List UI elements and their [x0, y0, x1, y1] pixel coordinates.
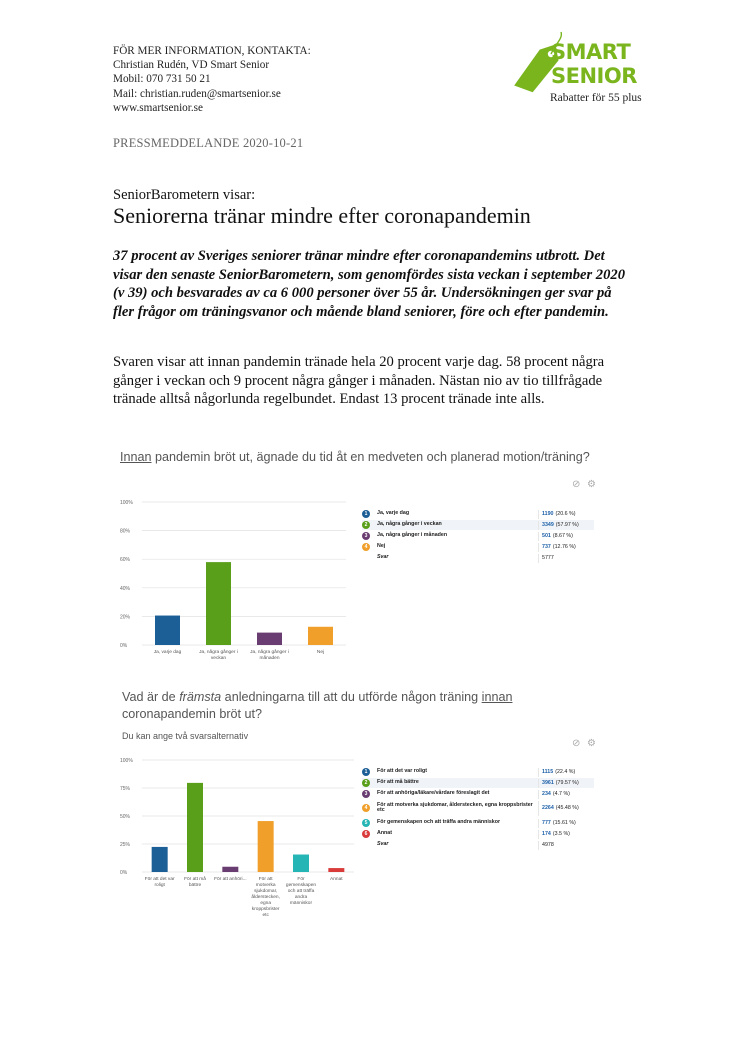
legend-total-row [362, 840, 594, 850]
legend-count: 777 [542, 820, 551, 826]
logo-word-smart: SMART [551, 40, 631, 64]
x-tick-label: sjukdomar, [254, 889, 278, 894]
chart-1-legend [362, 509, 594, 569]
legend-percent: (8.67 %) [552, 533, 573, 539]
legend-value [538, 510, 594, 519]
question-2-underline: innan [481, 690, 513, 704]
legend-percent: (45.48 %) [555, 805, 579, 811]
legend-value [538, 801, 594, 816]
legend-value [538, 768, 594, 777]
legend-value [538, 779, 594, 788]
question-2 [122, 689, 512, 723]
y-tick-label: 80% [120, 528, 131, 535]
bar[interactable] [152, 847, 168, 872]
legend-row [362, 767, 594, 777]
legend-percent: (15.61 %) [552, 820, 576, 826]
chart-2 [118, 752, 358, 922]
legend-percent: (4.7 %) [552, 791, 570, 797]
legend-percent: (12.76 %) [552, 544, 576, 550]
legend-count: 737 [542, 544, 551, 550]
x-tick-label: bättre [188, 883, 202, 888]
question-1 [120, 449, 590, 466]
question-1-text: pandemin bröt ut, ägnade du tid åt en medveten och planerad motion/träning? [151, 450, 590, 464]
legend-percent: (57.97 %) [555, 522, 579, 528]
legend-percent: (20.6 %) [555, 511, 576, 517]
legend-number-badge: 4 [362, 543, 370, 551]
y-tick-label: 50% [120, 814, 131, 820]
y-tick-label: 20% [120, 614, 131, 621]
legend-number-badge: 5 [362, 819, 370, 827]
question-2-italic: främsta [179, 690, 222, 704]
legend-value [538, 790, 594, 799]
contact-block [113, 44, 311, 115]
legend-total: 4978 [538, 841, 594, 850]
x-tick-label: Annat [330, 877, 343, 882]
question-2-hint: Du kan ange två svarsalternativ [122, 731, 249, 741]
legend-number-badge: 4 [362, 804, 370, 812]
eye-off-icon[interactable]: ⊘ [572, 738, 581, 749]
legend-number-badge: 1 [362, 768, 370, 776]
lead-paragraph: 37 procent av Sveriges seniorer tränar mindre efter coronapandemins utbrott. Det visar den senaste SeniorBarometern, som genomfördes sista veckan i september 2020 (v 39) och besvarades av ca 6 000 personer över 55 år. Undersökningen ger svar på fler frågor om träningsvanor och mående bland seniorer, före och efter pandemin. [113, 248, 625, 320]
x-tick-label: Ja, varje dag [153, 650, 182, 655]
x-tick-label: För [297, 877, 305, 882]
y-tick-label: 75% [120, 786, 131, 792]
y-tick-label: 40% [120, 585, 131, 592]
legend-row [362, 542, 594, 552]
chart-1 [118, 495, 348, 670]
legend-total: 5777 [538, 554, 594, 563]
legend-row [362, 800, 594, 816]
legend-number-badge: 6 [362, 830, 370, 838]
x-tick-label: människor [289, 901, 313, 906]
legend-value [538, 521, 594, 530]
legend-label: För att anhöriga/läkare/vårdare föreslagit det [377, 790, 490, 797]
legend-label: Ja, några gånger i veckan [377, 521, 442, 528]
bar[interactable] [222, 867, 238, 872]
legend-label: Annat [377, 830, 393, 837]
headline: Seniorerna tränar mindre efter coronapandemin [113, 203, 531, 228]
legend-number-badge: 3 [362, 532, 370, 540]
legend-value [538, 819, 594, 828]
x-tick-label: Ja, några gånger i [199, 650, 238, 655]
legend-number-badge: 3 [362, 790, 370, 798]
question-1-emphasis: Innan [120, 450, 152, 464]
gear-icon[interactable]: ⚙ [587, 738, 596, 749]
legend-row [362, 829, 594, 839]
x-tick-label: För att [258, 877, 273, 882]
x-tick-label: veckan [210, 656, 227, 661]
contact-name: Christian Rudén, VD Smart Senior [113, 59, 270, 72]
x-tick-label: månaden [259, 656, 280, 661]
legend-row [362, 789, 594, 799]
x-tick-label: För att anhöri... [214, 877, 247, 882]
legend-label: För att må bättre [377, 779, 419, 786]
y-tick-label: 100% [120, 758, 133, 764]
legend-label: Ja, några gånger i månaden [377, 532, 448, 539]
y-tick-label: 100% [120, 500, 133, 506]
legend-label: För gemenskapen och att träffa andra människor [377, 819, 501, 826]
x-tick-label: egna [260, 901, 272, 906]
x-tick-label: etc [262, 913, 269, 918]
legend-value [538, 543, 594, 552]
legend-count: 234 [542, 791, 551, 797]
contact-heading: FÖR MER INFORMATION, KONTAKTA: [113, 45, 311, 57]
legend-percent: (22.4 %) [555, 769, 576, 775]
legend-label: Ja, varje dag [377, 510, 410, 517]
x-tick-label: andra [294, 895, 308, 900]
x-tick-label: och att träffa [287, 889, 315, 894]
legend-count: 174 [542, 831, 551, 837]
x-tick-label: Nej [316, 650, 325, 655]
bar[interactable] [293, 855, 309, 872]
legend-total-label: Svar [377, 554, 389, 561]
bar[interactable] [257, 633, 282, 645]
legend-row [362, 531, 594, 541]
legend-count: 2264 [542, 805, 554, 811]
contact-website[interactable]: www.smartsenior.se [113, 101, 204, 114]
question-2-mid: anledningarna till att du utförde någon träning [221, 690, 482, 704]
logo-tagline: Rabatter för 55 plus [550, 92, 642, 104]
legend-label: Nej [377, 543, 386, 550]
legend-total-row [362, 553, 594, 563]
x-tick-label: motverka [255, 883, 276, 888]
legend-percent: (79.57 %) [555, 780, 579, 786]
x-tick-label: För att det var [144, 877, 175, 882]
bar[interactable] [328, 868, 344, 872]
gear-icon[interactable]: ⚙ [587, 479, 596, 490]
x-tick-label: För att må [184, 877, 206, 882]
smart-senior-logo [505, 28, 645, 108]
bar[interactable] [206, 562, 231, 645]
bar[interactable] [187, 783, 203, 872]
legend-count: 3961 [542, 780, 554, 786]
x-tick-label: roligt [154, 883, 165, 888]
question-2-pre: Vad är de [122, 690, 180, 704]
kicker: SeniorBarometern visar: [113, 187, 256, 203]
x-tick-label: ålderstecken, [251, 895, 280, 900]
contact-mail[interactable]: Mail: christian.ruden@smartsenior.se [113, 87, 281, 100]
legend-count: 1190 [542, 511, 554, 517]
legend-count: 3349 [542, 522, 554, 528]
body-paragraph: Svaren visar att innan pandemin tränade hela 20 procent varje dag. 58 procent några gånger i veckan och 9 procent några gånger i månaden. Nästan nio av tio tillfrågade tränade alltså någorlunda regelbundet. Endast 13 procent tränade inte alls. [113, 354, 605, 407]
legend-label: För att det var roligt [377, 768, 428, 775]
y-tick-label: 0% [120, 870, 128, 876]
legend-number-badge: 2 [362, 779, 370, 787]
legend-row [362, 778, 594, 788]
legend-row [362, 520, 594, 530]
bar[interactable] [155, 616, 180, 645]
x-tick-label: kroppsbrister [251, 907, 280, 912]
logo-word-senior: SENIOR [551, 64, 637, 88]
y-tick-label: 60% [120, 557, 131, 564]
press-release-date: PRESSMEDDELANDE 2020-10-21 [113, 136, 304, 150]
y-tick-label: 0% [120, 643, 128, 649]
chart-2-legend [362, 767, 594, 853]
x-tick-label: gemenskapen [285, 883, 317, 888]
legend-total-label: Svar [377, 841, 389, 848]
question-2-line2: coronapandemin bröt ut? [122, 707, 263, 721]
legend-row [362, 818, 594, 828]
legend-value [538, 532, 594, 541]
legend-value [538, 830, 594, 839]
legend-count: 501 [542, 533, 551, 539]
bar[interactable] [258, 821, 274, 872]
legend-label: För att motverka sjukdomar, ålderstecken, egna kroppsbrister etc [377, 801, 533, 813]
legend-number-badge: 2 [362, 521, 370, 529]
bar[interactable] [308, 627, 333, 645]
eye-off-icon[interactable]: ⊘ [572, 479, 581, 490]
contact-mobile: Mobil: 070 731 50 21 [113, 73, 211, 86]
legend-row [362, 509, 594, 519]
legend-number-badge: 1 [362, 510, 370, 518]
x-tick-label: Ja, några gånger i [250, 650, 289, 655]
legend-count: 1115 [542, 769, 554, 775]
y-tick-label: 25% [120, 842, 131, 848]
legend-percent: (3.5 %) [552, 831, 570, 837]
